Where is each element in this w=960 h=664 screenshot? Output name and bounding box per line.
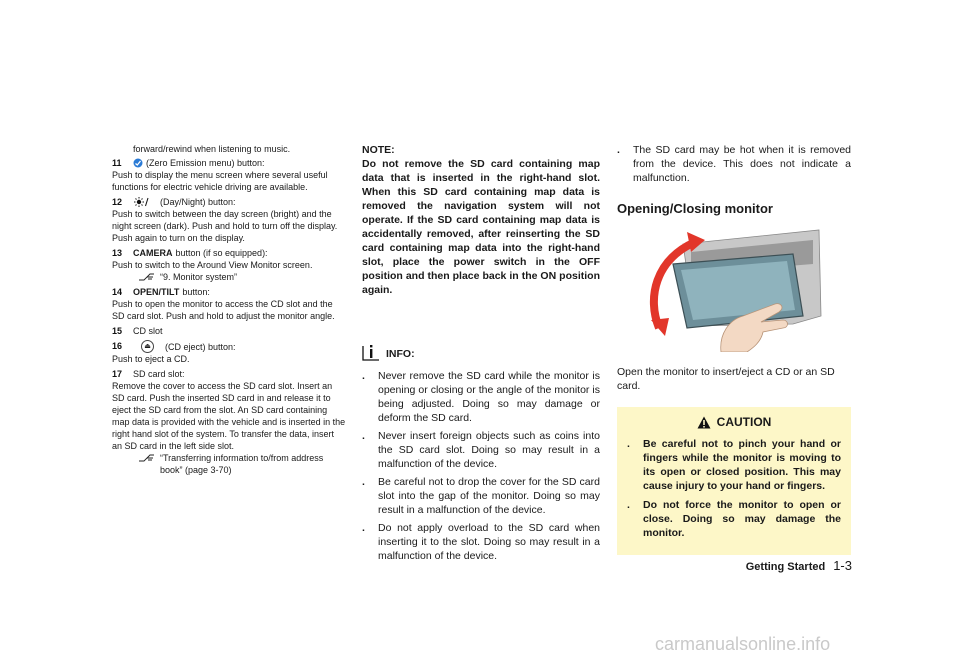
zero-emission-icon [133, 158, 143, 168]
cross-reference [112, 452, 346, 476]
eject-icon: ⏏ [141, 340, 154, 353]
list-item: . The SD card may be hot when it is removed from the device. This does not indicate a malfunction. [617, 144, 851, 184]
list-item: . Do not force the monitor to open or close. Doing so may damage the monitor. [627, 499, 841, 539]
item-title: SD card slot: [133, 369, 185, 379]
item-number: 16 [112, 341, 123, 351]
item-title: CD slot [133, 326, 163, 336]
section-title: Opening/Closing monitor [617, 201, 773, 216]
note-body: Do not remove the SD card containing map data that is inserted in the right-hand slot. When this SD card containing map data is removed the navigation system will not operate. If the SD card containing map data is accidentally removed, after reinserting the SD card containing map data into the right-hand slot, place the power switch in the OFF position and then place back in the ON position again. [362, 158, 600, 296]
info-icon [362, 343, 380, 361]
item-title: button (if so equipped): [175, 248, 268, 258]
reference-hand-icon [138, 453, 156, 463]
hot-card-note [617, 143, 851, 185]
info-list [362, 369, 600, 563]
page-number: 1-3 [833, 558, 852, 573]
item-number: 11 [112, 158, 122, 168]
item-17 [112, 368, 346, 476]
item-13 [112, 247, 346, 283]
item-number: 15 [112, 326, 123, 336]
item-title: button: [182, 287, 210, 297]
caution-label: CAUTION [716, 415, 772, 429]
item-number: 12 [112, 197, 123, 207]
item-title: (Day/Night) button: [160, 197, 236, 207]
item-11 [112, 157, 346, 193]
reference-text: “9. Monitor system” [160, 272, 238, 282]
cross-reference [112, 271, 346, 283]
info-heading [362, 343, 600, 361]
item-12 [112, 196, 346, 244]
reference-hand-icon [138, 272, 156, 282]
item-desc: Push to open the monitor to access the CD slot and the SD card slot. Push and hold to adjust the monitor angle. [112, 299, 335, 321]
left-column [112, 143, 346, 479]
middle-column [362, 143, 600, 567]
caution-list [627, 437, 841, 540]
item-14 [112, 286, 346, 322]
list-item: . Be careful not to drop the cover for the SD card slot into the gap of the monitor. Doing so may result in a malfunction of the device. [362, 476, 600, 516]
monitor-instructions: Open the monitor to insert/eject a CD or an SD card. [617, 366, 835, 392]
right-column [617, 143, 851, 555]
note-heading: NOTE: [362, 144, 395, 156]
item-title: (CD eject) button: [165, 341, 236, 352]
warning-triangle-icon [697, 416, 711, 429]
item-desc: Push to switch between the day screen (bright) and the night screen (dark). Push and hold to turn off the display. Push again to turn on the display. [112, 209, 338, 243]
item-number: 17 [112, 369, 123, 379]
watermark: carmanualsonline.info [655, 634, 831, 654]
item-number: 13 [112, 248, 123, 258]
list-item: . Never remove the SD card while the monitor is opening or closing or the angle of the monitor is being adjusted. Doing so may damage or deform the SD card. [362, 370, 600, 424]
page-footer [746, 558, 852, 573]
item-15 [112, 325, 346, 337]
item-desc: Push to display the menu screen where several useful functions for electric vehicle driving are available. [112, 170, 328, 192]
item-desc: Push to eject a CD. [112, 354, 190, 364]
caution-box [617, 407, 851, 555]
list-item: . Never insert foreign objects such as coins into the SD card slot. Doing so may result in a malfunction of the device. [362, 430, 600, 470]
monitor-opening-illustration [643, 224, 827, 352]
list-item: . Be careful not to pinch your hand or fingers while the monitor is moving to its open or closed position. This may cause injury to your hand or fingers. [627, 438, 841, 492]
item-desc: Remove the cover to access the SD card slot. Insert an SD card. Push the inserted SD card in and release it to eject the SD card from the slot. An SD card containing map data is provided with the vehicle and is inserted in the right hand slot of the system. To transfer the data, insert an SD card in the left side slot. [112, 381, 346, 451]
item-number: 14 [112, 287, 123, 297]
info-label: INFO: [386, 348, 415, 360]
list-item: . Do not apply overload to the SD card when inserting it to the slot. Doing so may result in a malfunction of the device. [362, 522, 600, 562]
reference-text: “Transferring information to/from address book” (page 3-70) [160, 453, 324, 475]
item-16 [112, 340, 346, 365]
item-title-bold: OPEN/TILT [133, 287, 180, 297]
footer-section-name: Getting Started [745, 561, 826, 573]
item-title-bold: CAMERA [133, 248, 173, 258]
item-title: (Zero Emission menu) button: [146, 158, 265, 168]
item-desc: Push to switch to the Around View Monitor screen. [112, 260, 313, 270]
day-night-icon [133, 197, 157, 207]
intro-text: forward/rewind when listening to music. [133, 144, 291, 154]
